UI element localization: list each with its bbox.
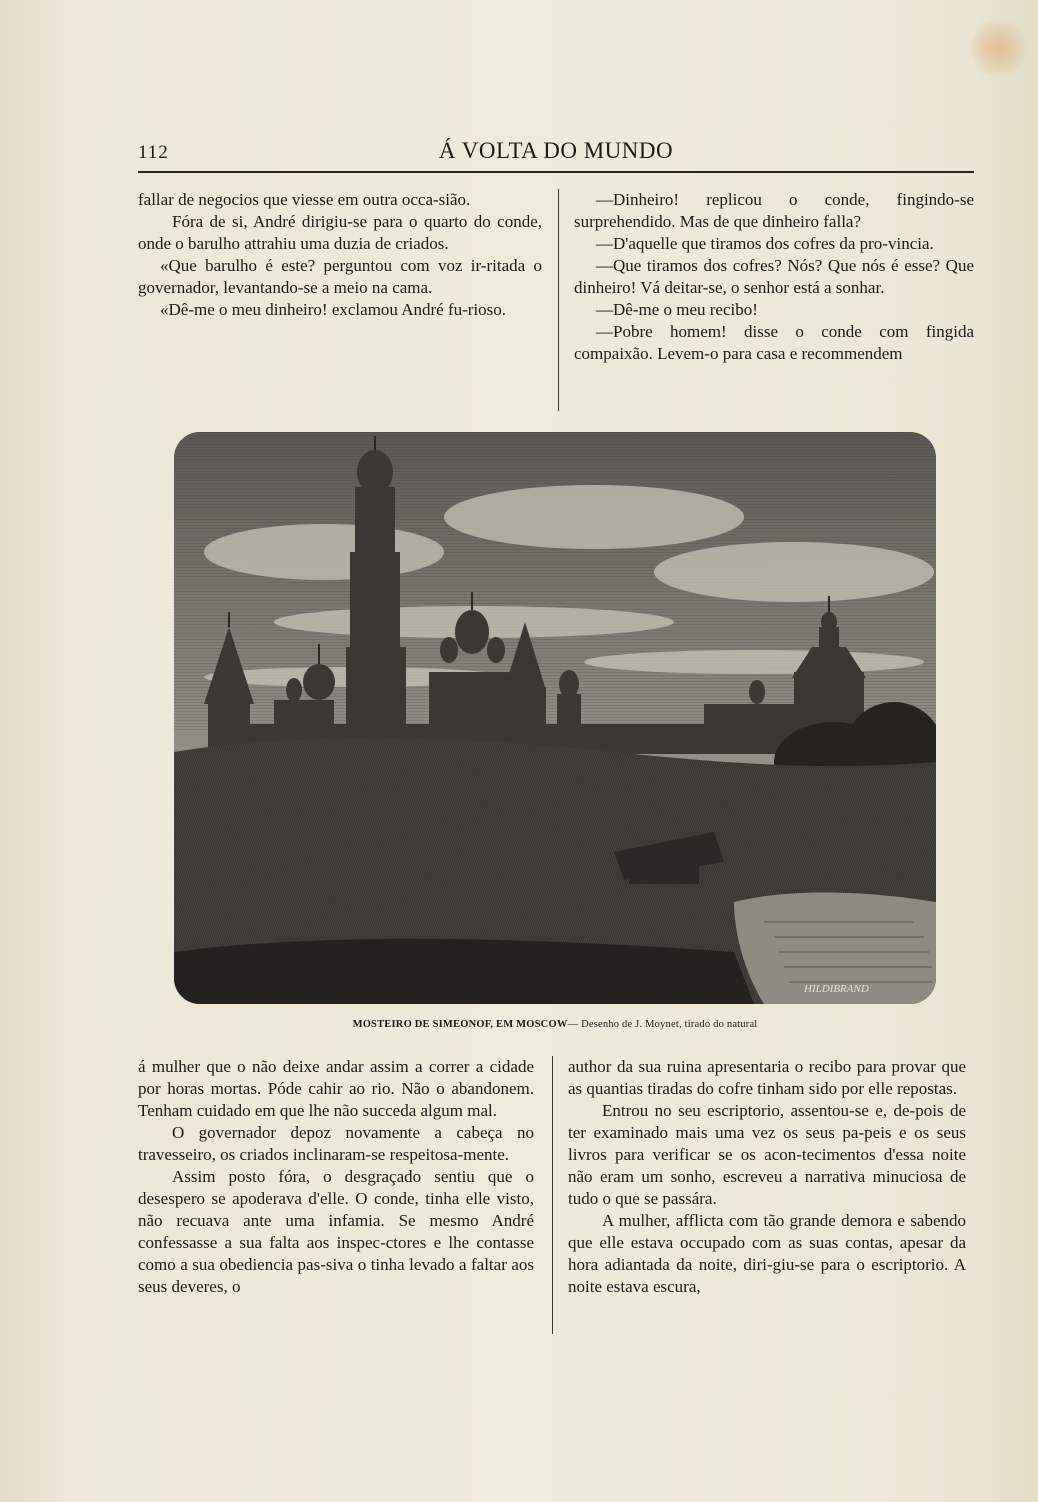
paragraph: «Que barulho é este? perguntou com voz ir-ritada o governador, levantando-se a meio na cama. bbox=[138, 256, 542, 297]
paragraph: O governador depoz novamente a cabeça no travesseiro, os criados inclinaram-se respeitosa-mente. bbox=[138, 1123, 534, 1164]
page-number: 112 bbox=[138, 142, 169, 163]
paragraph: —Dinheiro! replicou o conde, fingindo-se surprehendido. Mas de que dinheiro falla? bbox=[574, 190, 974, 231]
paragraph: A mulher, afflicta com tão grande demora e sabendo que elle estava occupado com as suas contas, apesar da hora adiantada da noite, diri-giu-se para o escriptorio. A noite estava escura, bbox=[568, 1211, 966, 1296]
illustration-caption bbox=[174, 1019, 936, 1030]
paragraph: —Dê-me o meu recibo! bbox=[596, 300, 758, 319]
running-title: Á VOLTA DO MUNDO bbox=[438, 138, 674, 163]
paper-stain bbox=[968, 18, 1028, 78]
caption-title: MOSTEIRO DE SIMEONOF, EM MOSCOW bbox=[352, 1019, 568, 1030]
column-bottom-right bbox=[568, 1056, 966, 1298]
column-bottom-left bbox=[138, 1056, 534, 1298]
column-divider bbox=[552, 1056, 553, 1334]
engraving-illustration bbox=[174, 432, 936, 1004]
monastery-engraving bbox=[174, 432, 936, 1004]
paragraph: Fóra de si, André dirigiu-se para o quarto do conde, onde o barulho attrahiu uma duzia de criados. bbox=[138, 212, 542, 253]
paragraph: —D'aquelle que tiramos dos cofres da pro-vincia. bbox=[596, 234, 934, 253]
paragraph: Entrou no seu escriptorio, assentou-se e, de-pois de ter examinado mais uma vez os seus pa-peis e os seus livros para verificar se os acon-tecimentos d'essa noite não eram um sonho, escreveu a narrativa minuciosa de tudo o que se passára. bbox=[568, 1101, 966, 1208]
column-divider bbox=[558, 189, 559, 411]
paragraph: —Pobre homem! disse o conde com fingida compaixão. Levem-o para casa e recommendem bbox=[574, 322, 974, 363]
column-top-left bbox=[138, 189, 542, 321]
artist-signature bbox=[803, 983, 869, 995]
paragraph: «Dê-me o meu dinheiro! exclamou André fu-rioso. bbox=[160, 300, 507, 319]
caption-credit: — Desenho de J. Moynet, tirado do natural bbox=[567, 1019, 758, 1030]
paragraph: fallar de negocios que viesse em outra occa-sião. bbox=[138, 190, 471, 209]
signature-text: HILDIBRAND bbox=[804, 983, 869, 995]
paragraph: á mulher que o não deixe andar assim a correr a cidade por horas mortas. Póde cahir ao rio. Não o abandonem. Tenham cuidado em que lhe não succeda algum mal. bbox=[138, 1057, 534, 1120]
paragraph: author da sua ruina apresentaria o recibo para provar que as quantias tiradas do cofre tinham sido por elle repostas. bbox=[568, 1057, 966, 1098]
header-rule bbox=[138, 171, 974, 173]
paragraph: Assim posto fóra, o desgraçado sentiu que o desespero se apoderava d'elle. O conde, tinha elle visto, não recuava ante uma infamia. Se mesmo André confessasse a sua falta aos inspec-ctores e lhe contasse como a sua obediencia pas-siva o tinha levado a faltar aos seus deveres, o bbox=[138, 1167, 534, 1296]
column-top-right bbox=[574, 189, 974, 365]
page-header bbox=[138, 138, 974, 170]
paragraph: —Que tiramos dos cofres? Nós? Que nós é esse? Que dinheiro! Vá deitar-se, o senhor está a sonhar. bbox=[574, 256, 974, 297]
